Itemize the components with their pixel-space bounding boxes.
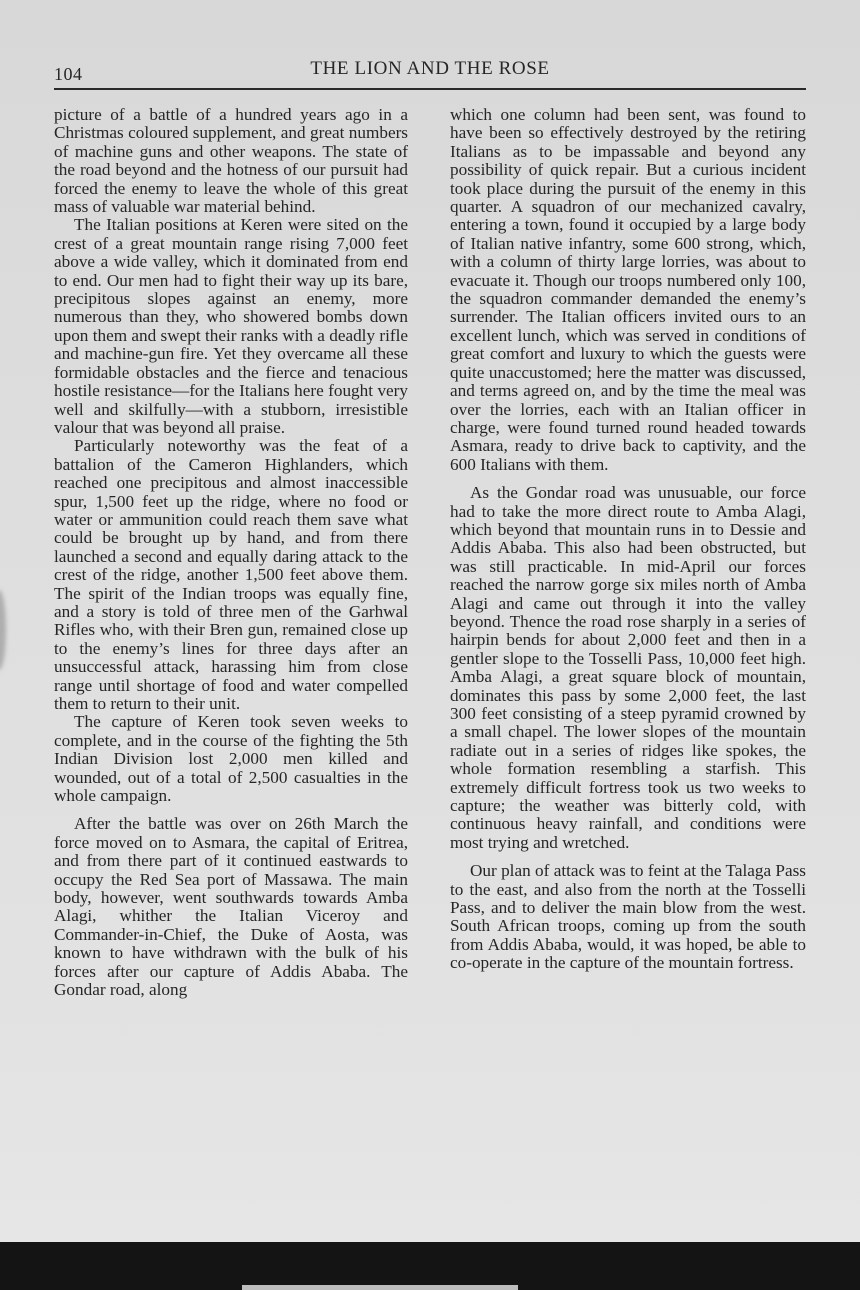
paragraph: After the battle was over on 26th March the force moved on to Asmara, the capital of Eritrea, and from there part of it continued eastwards to occupy the Red Sea port of Massawa. The main body, however, went southwards towards Amba Alagi, whither the Italian Viceroy and Commander-in-Chief, the Duke of Aosta, was known to have withdrawn with the bulk of his forces after our capture of Addis Ababa. The Gondar road, along [54,814,408,1000]
right-column [450,106,806,973]
page-number: 104 [54,64,83,84]
scanner-edge-strip [242,1285,518,1290]
scanner-background [0,1242,860,1290]
left-column [54,106,408,1000]
paragraph: The Italian positions at Keren were sited on the crest of a great mountain range rising 7,000 feet above a wide valley, which it dominated from end to end. Our men had to fight their way up its bare, precipitous slopes against an enemy, more numerous than they, who showered bombs down upon them and swept their ranks with a deadly rifle and machine-gun fire. Yet they overcame all these formidable obstacles and the fierce and tenacious hostile resistance—for the Italians here fought very well and skilfully—with a stubborn, irresistible valour that was beyond all praise. [54,215,408,437]
paragraph: Particularly noteworthy was the feat of a battalion of the Cameron Highlanders, which reached one precipitous and almost inaccessible spur, 1,500 feet up the ridge, where no food or water or ammunition could reach them save what could be brought up by hand, and from there launched a second and equally daring attack to the crest of the ridge, another 1,500 feet above them. The spirit of the Indian troops was equally fine, and a story is told of three men of the Garhwal Rifles who, with their Bren gun, remained close up to the enemy’s lines for three days after an unsuccessful attack, harassing him from close range until shortage of food and water compelled them to return to their unit. [54,436,408,713]
running-head [54,58,806,86]
paragraph: picture of a battle of a hundred years ago in a Christmas coloured supplement, and great numbers of machine guns and other weapons. The state of the road beyond and the hotness of our pursuit had forced the enemy to leave the whole of this great mass of valuable war material behind. [54,105,408,217]
paragraph: which one column had been sent, was found to have been so effectively destroyed by the retiring Italians as to be impassable and beyond any possibility of quick repair. But a curious incident took place during the pursuit of the enemy in this quarter. A squadron of our mechanized cavalry, entering a town, found it occupied by a large body of Italian native infantry, some 600 strong, which, with a column of thirty large lorries, was about to evacuate it. Though our troops numbered only 100, the squadron commander demanded the enemy’s surrender. The Italian officers invited ours to an excellent lunch, which was served in conditions of great comfort and luxury to which the guests were quite unaccustomed; here the matter was discussed, and terms agreed on, and by the time the meal was over the lorries, each with an Italian officer in charge, were found turned round headed towards Asmara, ready to drive back to captivity, and the 600 Italians with them. [450,105,806,474]
paragraph: The capture of Keren took seven weeks to complete, and in the course of the fighting the 5th Indian Division lost 2,000 men killed and wounded, out of a total of 2,500 casualties in the whole campaign. [54,712,408,806]
page-edge-shadow [0,590,6,670]
paragraph: As the Gondar road was unusuable, our force had to take the more direct route to Amba Alagi, which beyond that mountain runs in to Dessie and Addis Ababa. This also had been obstructed, but was still practicable. In mid-April our forces reached the narrow gorge six miles north of Amba Alagi and came out through it into the valley beyond. Thence the road rose sharply in a series of hairpin bends for about 2,000 feet and then in a gentler slope to the Tosselli Pass, 10,000 feet high. Amba Alagi, a great square block of mountain, dominates this pass by some 2,000 feet, the last 300 feet consisting of a steep pyramid crowned by a small chapel. The lower slopes of the mountain radiate out in a series of ridges like spokes, the whole formation resembling a starfish. This extremely difficult fortress took us two weeks to capture; the weather was bitterly cold, with continuous heavy rainfall, and conditions were most trying and wretched. [450,483,806,852]
header-rule [54,88,806,90]
running-title: THE LION AND THE ROSE [310,58,550,79]
paragraph: Our plan of attack was to feint at the Talaga Pass to the east, and also from the north at the Tosselli Pass, and to deliver the main blow from the west. South African troops, coming up from the south from Addis Ababa, would, it was hoped, be able to co-operate in the capture of the mountain fortress. [450,861,806,973]
